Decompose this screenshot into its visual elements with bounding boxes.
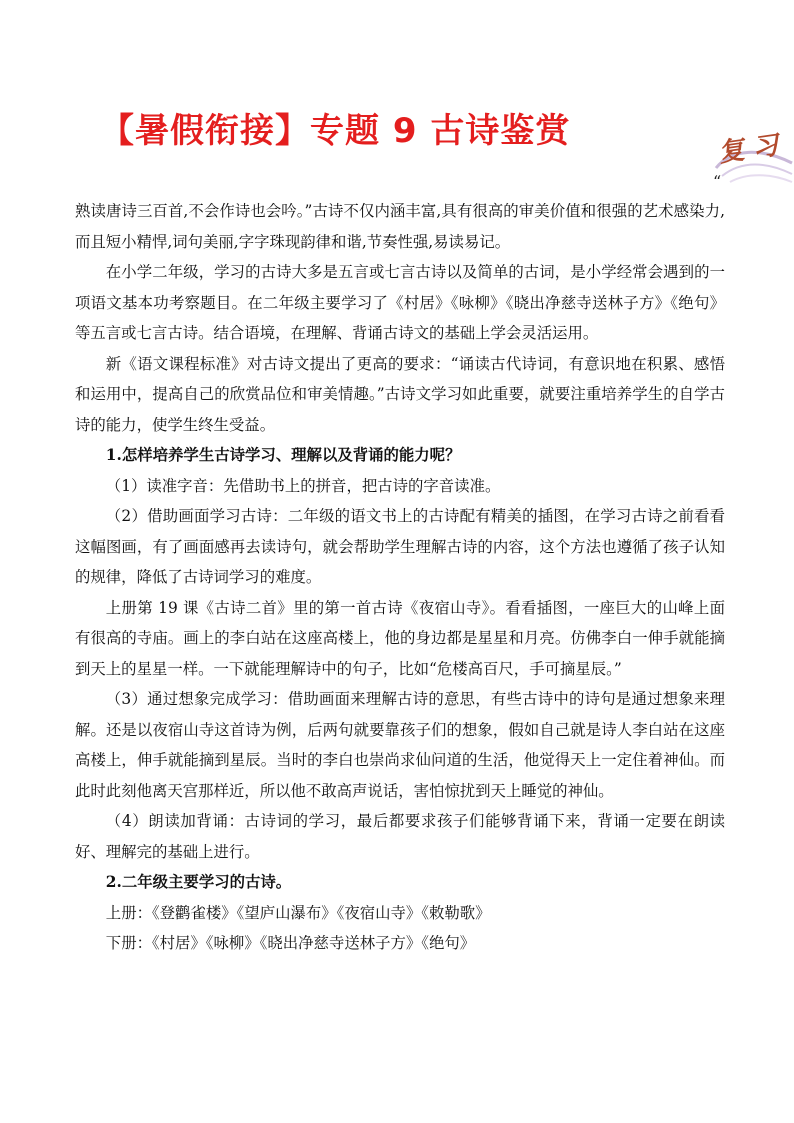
- paragraph-step-3: （3）通过想象完成学习：借助画面来理解古诗的意思，有些古诗中的诗句是通过想象来理解。还是以夜宿山寺这首诗为例，后两句就要靠孩子们的想象，假如自己就是诗人李白站在这座高楼上，伸手就能摘到星辰。当时的李白也崇尚求仙问道的生活，他觉得天上一定住着神仙。而此时此刻他离天宫那样近，所以他不敢高声说话，害怕惊扰到天上睡觉的神仙。: [75, 690, 725, 800]
- opening-quote: “: [713, 172, 722, 191]
- paragraph-intro: 熟读唐诗三百首,不会作诗也会吟。”古诗不仅内涵丰富,具有很高的审美价值和很强的艺术感染力,而且短小精悍,词句美丽,字字珠现韵律和谐,节奏性强,易读易记。: [75, 202, 725, 251]
- paragraph-step-4: （4）朗读加背诵：古诗词的学习，最后都要求孩子们能够背诵下来，背诵一定要在朗读好、理解完的基础上进行。: [75, 812, 725, 861]
- paragraph-curriculum: 新《语文课程标准》对古诗文提出了更高的要求：“诵读古代诗词，有意识地在积累、感悟和运用中，提高自己的欣赏品位和审美情趣。”古诗文学习如此重要，就要注重培养学生的自学古诗的能力，使学生终生受益。: [75, 354, 725, 434]
- article-body: [75, 196, 725, 959]
- section-heading-2: 2.二年级主要学习的古诗。: [105, 873, 292, 891]
- logo-text: 复习: [716, 129, 789, 169]
- paragraph-step-1: （1）读准字音：先借助书上的拼音，把古诗的字音读准。: [105, 476, 501, 495]
- review-logo: [712, 118, 794, 190]
- poem-list-volume-1: 上册：《登鹳雀楼》《望庐山瀑布》《夜宿山寺》《敕勒歌》: [105, 903, 491, 922]
- paragraph-step-2: （2）借助画面学习古诗：二年级的语文书上的古诗配有精美的插图，在学习古诗之前看看这幅图画，有了画面感再去读诗句，就会帮助学生理解古诗的内容，这个方法也遵循了孩子认知的规律，降低了古诗词学习的难度。: [75, 507, 725, 586]
- page-title: 【暑假衔接】专题 9 古诗鉴赏: [100, 111, 571, 151]
- poem-list-volume-2: 下册：《村居》《咏柳》《晓出净慈寺送林子方》《绝句》: [105, 934, 476, 952]
- section-heading-1: 1.怎样培养学生古诗学习、理解以及背诵的能力呢？: [105, 446, 461, 464]
- paragraph-example: 上册第 19 课《古诗二首》里的第一首古诗《夜宿山寺》。看看插图，一座巨大的山峰上面有很高的寺庙。画上的李白站在这座高楼上，他的身边都是星星和月亮。仿佛李白一伸手就能摘到天上的星星一样。一下就能理解诗中的句子，比如“危楼高百尺，手可摘星辰。”: [75, 598, 725, 678]
- paragraph-grade-two: 在小学二年级，学习的古诗大多是五言或七言古诗以及简单的古词，是小学经常会遇到的一项语文基本功考察题目。在二年级主要学习了《村居》《咏柳》《晓出净慈寺送林子方》《绝句》等五言或七言古诗。结合语境，在理解、背诵古诗文的基础上学会灵活运用。: [75, 263, 725, 342]
